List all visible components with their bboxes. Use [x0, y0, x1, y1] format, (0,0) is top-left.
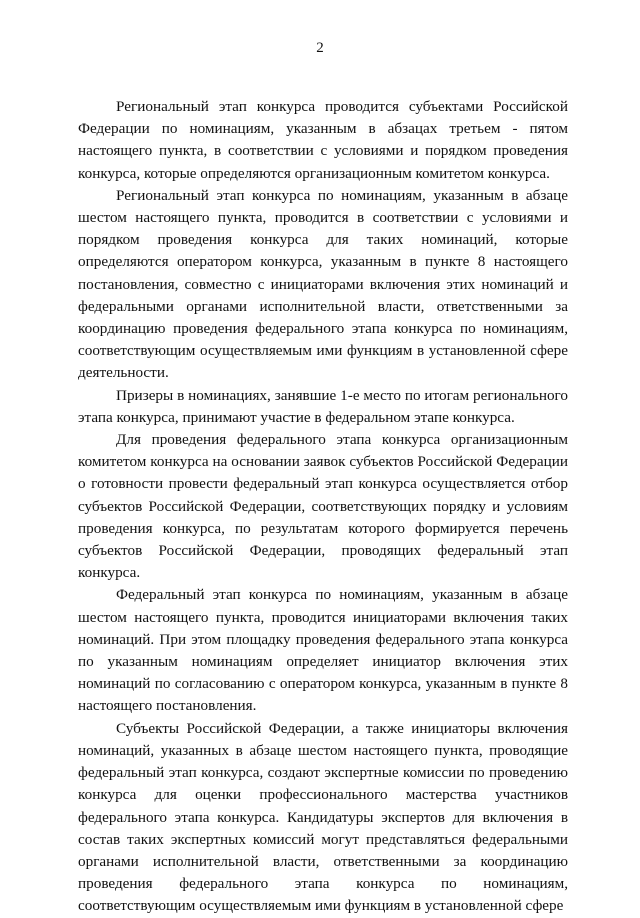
paragraph: Региональный этап конкурса проводится субъектами Российской Федерации по номинациям, указанным в абзацах третьем - пятом настоящего пункта, в соответствии с условиями и порядком проведения конкурса, которые определяются организационным комитетом конкурса.: [78, 98, 568, 182]
body-text: [78, 96, 568, 918]
paragraph: Призеры в номинациях, занявшие 1-е место по итогам регионального этапа конкурса, принимают участие в федеральном этапе конкурса.: [78, 386, 568, 426]
paragraph: Для проведения федерального этапа конкурса организационным комитетом конкурса на основании заявок субъектов Российской Федерации о готовности провести федеральный этап конкурса осуществляется отбор субъектов Российской Федерации, соответствующих порядку и условиям проведения конкурса, по результатам которого формируется перечень субъектов Российской Федерации, проводящих федеральный этап конкурса.: [78, 431, 568, 582]
page-number: 2: [316, 40, 324, 56]
paragraph: Субъекты Российской Федерации, а также инициаторы включения номинаций, указанных в абзаце шестом настоящего пункта, проводящие федеральный этап конкурса, создают экспертные комиссии по проведению конкурса для оценки профессионального мастерства участников федерального этапа конкурса. Кандидатуры экспертов для включения в состав таких экспертных комиссий могут представляться федеральными органами исполнительной власти, ответственными за координацию проведения федерального этапа конкурса по номинациям, соответствующим осуществляемым ими функциям в установленной сфере: [78, 719, 568, 915]
paragraph: Региональный этап конкурса по номинациям, указанным в абзаце шестом настоящего пункта, проводится в соответствии с условиями и порядком проведения конкурса для таких номинаций, которые определяются оператором конкурса, указанным в пункте 8 настоящего постановления, совместно с инициаторами включения этих номинаций и федеральными органами исполнительной власти, ответственными за координацию проведения федерального этапа конкурса по номинациям, соответствующим осуществляемым ими функциям в установленной сфере деятельности.: [78, 186, 568, 382]
paragraph: Федеральный этап конкурса по номинациям, указанным в абзаце шестом настоящего пункта, проводится инициаторами включения таких номинаций. При этом площадку проведения федерального этапа конкурса по указанным номинациям определяет инициатор включения этих номинаций по согласованию с оператором конкурса, указанным в пункте 8 настоящего постановления.: [78, 586, 568, 715]
